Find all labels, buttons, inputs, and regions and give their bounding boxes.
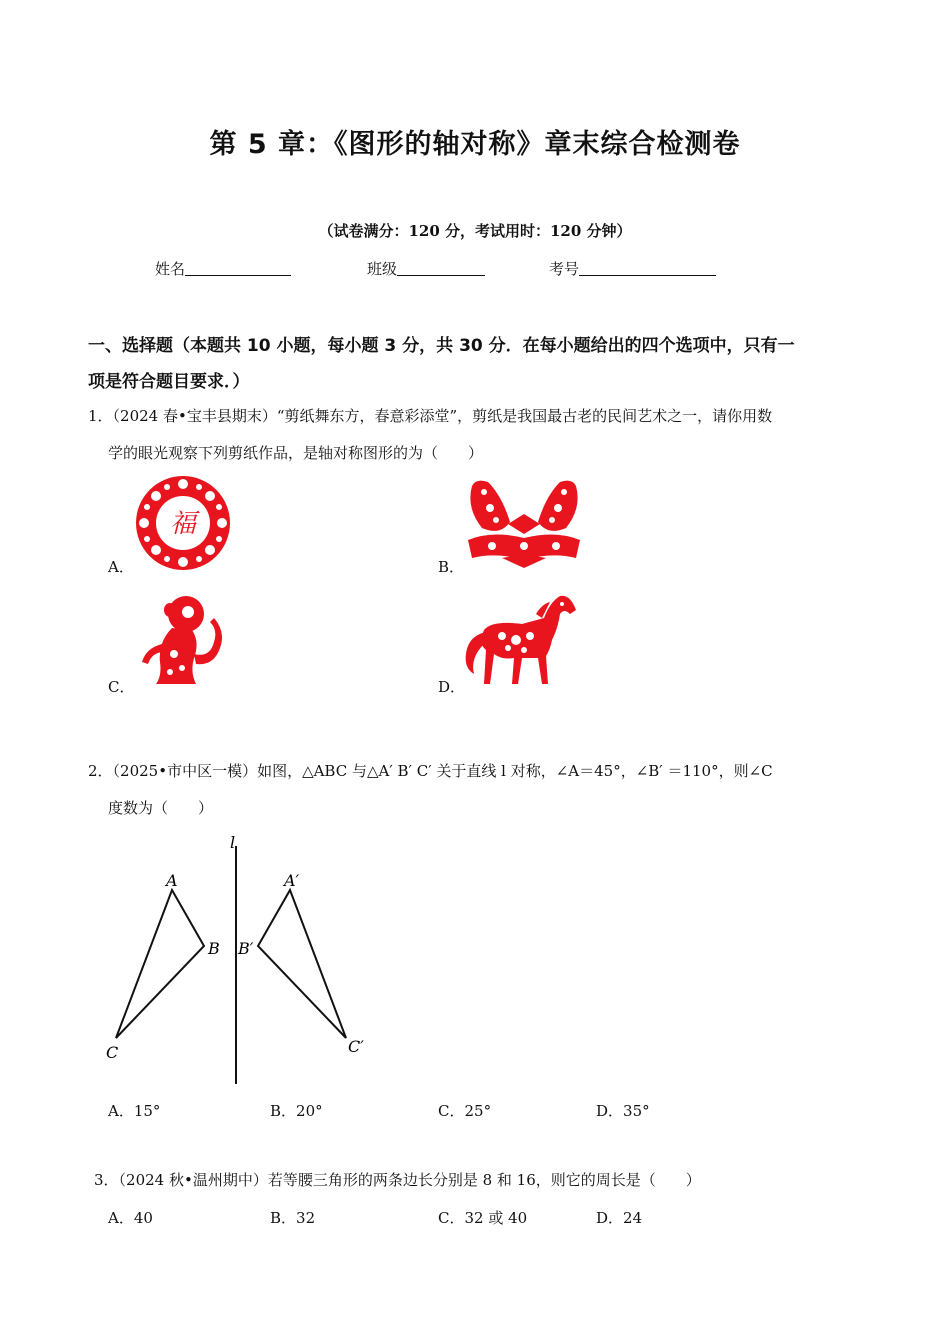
exam-meta: （试卷满分：120 分，考试用时：120 分钟） (318, 222, 632, 240)
label-l: l (230, 833, 236, 852)
exam-no-field[interactable] (549, 258, 716, 279)
q1-option-d-label[interactable]: D． (438, 678, 466, 696)
question-1 (88, 398, 868, 472)
q1-option-c-label[interactable]: C． (108, 678, 135, 696)
q3-option-c[interactable]: C．32 或 40 (438, 1209, 528, 1227)
class-blank[interactable] (397, 261, 485, 276)
q1-option-c-image[interactable] (134, 592, 226, 688)
question-1-line2: 学的眼光观察下列剪纸作品，是轴对称图形的为（ ） (108, 444, 484, 462)
q3-option-d[interactable]: D．24 (596, 1209, 643, 1227)
label-b: B (208, 939, 220, 958)
question-2-line1: 2．（2025•市中区一模）如图，△ABC 与△A′ B′ C′ 关于直线 l 对称，∠A＝45°，∠B′ ＝110°，则∠C (88, 762, 773, 780)
q1-option-a-image[interactable] (134, 474, 232, 572)
label-c-prime: C′ (348, 1037, 364, 1056)
section-heading (88, 328, 863, 400)
label-a-prime: A′ (284, 871, 300, 890)
q2-option-d[interactable]: D．35° (596, 1102, 650, 1120)
q3-option-b[interactable]: B．32 (270, 1209, 316, 1227)
name-label: 姓名 (155, 260, 186, 278)
q1-option-b-label[interactable]: B． (438, 558, 465, 576)
q3-option-a[interactable]: A．40 (108, 1209, 153, 1227)
question-3: 3．（2024 秋•温州期中）若等腰三角形的两条边长分别是 8 和 16，则它的周长是（ ） (94, 1171, 701, 1189)
q2-option-c[interactable]: C．25° (438, 1102, 492, 1120)
q2-option-b[interactable]: B．20° (270, 1102, 323, 1120)
exam-no-blank[interactable] (579, 261, 716, 276)
page-title: 第 5 章：《图形的轴对称》章末综合检测卷 (209, 129, 741, 160)
exam-no-label: 考号 (549, 260, 580, 278)
question-2 (88, 753, 878, 827)
question-2-line2: 度数为（ ） (108, 799, 214, 817)
q2-option-a[interactable]: A．15° (108, 1102, 161, 1120)
q1-option-a-label[interactable]: A． (108, 558, 134, 576)
q1-option-d-image[interactable] (462, 588, 580, 688)
name-field[interactable] (155, 258, 291, 279)
label-b-prime: B′ (238, 939, 254, 958)
label-c: C (106, 1043, 119, 1062)
name-blank[interactable] (185, 261, 291, 276)
section-heading-line1: 一、选择题（本题共 10 小题，每小题 3 分，共 30 分．在每小题给出的四个选项中，只有一 (88, 336, 795, 356)
label-a: A (166, 871, 178, 890)
fu-character: 福 (169, 509, 197, 539)
section-heading-line2: 项是符合题目要求．） (88, 372, 250, 392)
triangle-a2b2c2 (258, 890, 346, 1038)
q2-symmetry-figure (100, 828, 380, 1088)
triangle-abc (116, 890, 204, 1038)
class-field[interactable] (367, 258, 485, 279)
question-1-line1: 1．（2024 春•宝丰县期末）“剪纸舞东方，春意彩添堂”，剪纸是我国最古老的民间艺术之一，请你用数 (88, 407, 773, 425)
class-label: 班级 (367, 260, 398, 278)
q1-option-b-image[interactable] (462, 474, 586, 570)
